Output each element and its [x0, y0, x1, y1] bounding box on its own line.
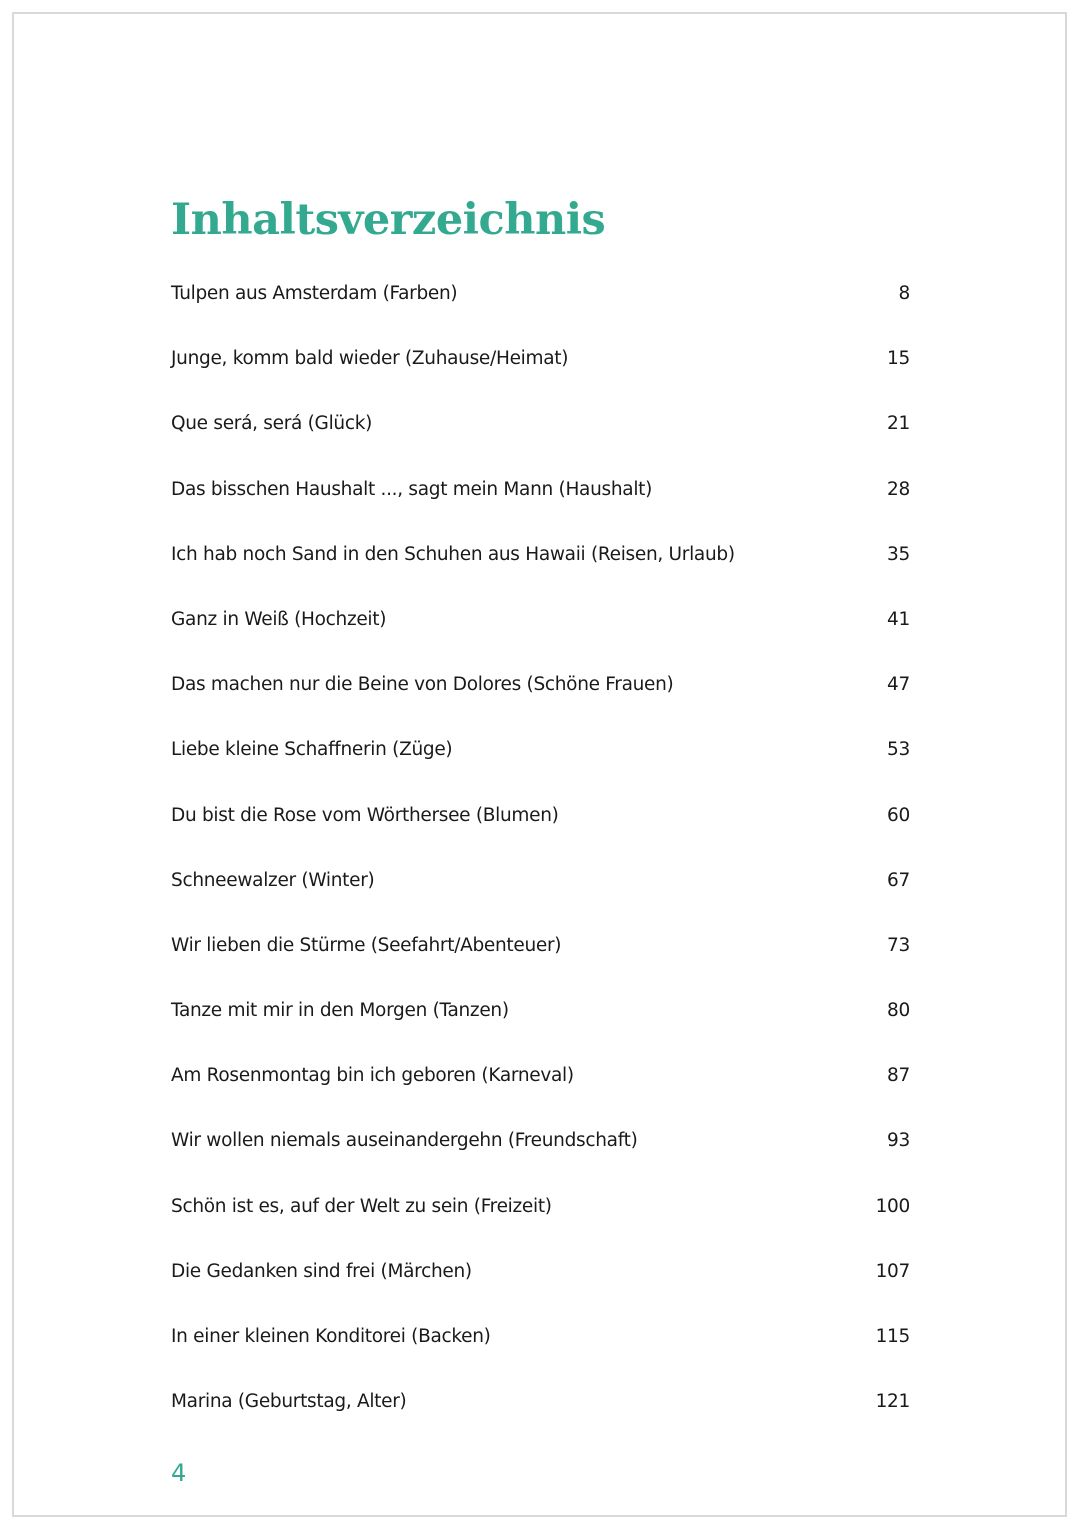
toc-entry-title: Tanze mit mir in den Morgen (Tanzen) [171, 1000, 509, 1022]
toc-entry-title: Das machen nur die Beine von Dolores (Schöne Frauen) [171, 674, 674, 696]
toc-entry-title: Ich hab noch Sand in den Schuhen aus Hawaii (Reisen, Urlaub) [171, 543, 735, 565]
toc-entry-page: 15 [887, 348, 910, 370]
toc-entry[interactable] [171, 929, 910, 994]
toc-entry-page: 67 [887, 869, 910, 891]
toc-entry[interactable] [171, 1124, 910, 1189]
toc-entry-page: 115 [875, 1326, 910, 1347]
toc-entry-title: Tulpen aus Amsterdam (Farben) [171, 283, 458, 304]
toc-entry[interactable] [171, 733, 910, 798]
toc-entry-title: Du bist die Rose vom Wörthersee (Blumen) [171, 804, 559, 826]
toc-entry-page: 28 [887, 478, 910, 500]
toc-entry[interactable] [171, 668, 910, 733]
toc-entry-title: Das bisschen Haushalt ..., sagt mein Mann (Haushalt) [171, 478, 653, 500]
toc-entry-title: Ganz in Weiß (Hochzeit) [171, 608, 387, 630]
toc-entry[interactable] [171, 799, 910, 864]
toc-entry-title: Schneewalzer (Winter) [171, 869, 375, 891]
document-page [12, 12, 1067, 1517]
toc-entry-title: Liebe kleine Schaffnerin (Züge) [171, 739, 453, 761]
toc-entry-page: 87 [887, 1065, 910, 1087]
toc-entry-title: Wir wollen niemals auseinandergehn (Freundschaft) [171, 1130, 638, 1152]
toc-entry-page: 73 [887, 934, 910, 956]
toc-entry[interactable] [171, 342, 910, 407]
toc-entry-page: 100 [875, 1195, 910, 1217]
toc-entry[interactable] [171, 864, 910, 929]
toc-entry[interactable] [171, 473, 910, 538]
toc-entry-page: 107 [875, 1260, 910, 1282]
toc-entry-page: 8 [898, 283, 910, 304]
toc-entry-title: Die Gedanken sind frei (Märchen) [171, 1260, 472, 1282]
toc-entry-page: 80 [887, 1000, 910, 1022]
toc-entry-title: Am Rosenmontag bin ich geboren (Karneval) [171, 1065, 574, 1087]
toc-entry[interactable] [171, 603, 910, 668]
toc-entry[interactable] [171, 1385, 910, 1450]
toc-entry-page: 121 [875, 1391, 910, 1413]
toc-entry-page: 93 [887, 1130, 910, 1152]
toc-entry-page: 60 [887, 804, 910, 826]
table-of-contents [171, 277, 910, 1450]
toc-entry-page: 53 [887, 739, 910, 761]
toc-entry-title: Marina (Geburtstag, Alter) [171, 1391, 407, 1413]
toc-entry[interactable] [171, 1190, 910, 1255]
toc-entry-title: Schön ist es, auf der Welt zu sein (Freizeit) [171, 1195, 552, 1217]
page-number: 4 [171, 1459, 187, 1487]
toc-entry-title: Que será, será (Glück) [171, 413, 373, 435]
toc-entry[interactable] [171, 407, 910, 472]
toc-entry[interactable] [171, 994, 910, 1059]
toc-entry[interactable] [171, 1059, 910, 1124]
toc-entry[interactable] [171, 538, 910, 603]
toc-entry-page: 21 [887, 413, 910, 435]
page-title: Inhaltsverzeichnis [171, 195, 606, 245]
toc-entry[interactable] [171, 277, 910, 311]
toc-entry-title: In einer kleinen Konditorei (Backen) [171, 1326, 491, 1347]
toc-entry-title: Junge, komm bald wieder (Zuhause/Heimat) [171, 348, 569, 370]
toc-entry-page: 35 [887, 543, 910, 565]
toc-entry-page: 47 [887, 674, 910, 696]
toc-entry[interactable] [171, 1255, 910, 1320]
toc-entry-page: 41 [887, 608, 910, 630]
toc-entry[interactable] [171, 1320, 910, 1385]
toc-entry-title: Wir lieben die Stürme (Seefahrt/Abenteuer) [171, 934, 562, 956]
